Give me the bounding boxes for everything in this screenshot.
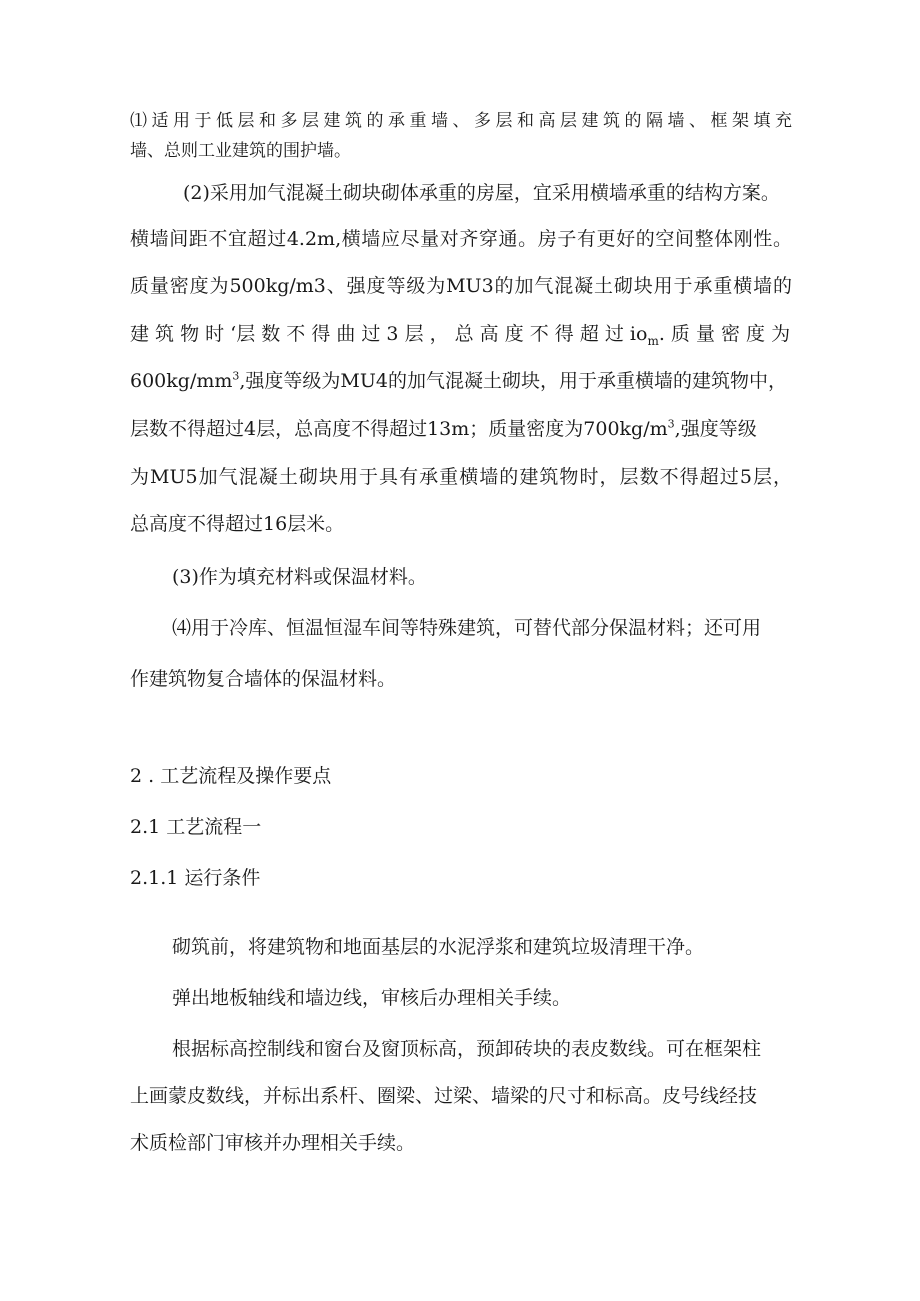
body-para2: 弹出地板轴线和墙边线，审核后办理相关手续。 bbox=[172, 987, 572, 1009]
item2-line7: 为MU5加气混凝土砌块用于具有承重横墙的建筑物时，层数不得超过5层， bbox=[130, 466, 792, 488]
item2-line8: 总高度不得超过16层米。 bbox=[130, 513, 345, 535]
heading-2: 2 . 工艺流程及操作要点 bbox=[130, 765, 332, 787]
item2-line3: 质量密度为500kg∕m3、强度等级为MU3的加气混凝土砌块用于承重横墙的 bbox=[130, 275, 792, 297]
item4-line2: 作建筑物复合墙体的保温材料。 bbox=[130, 668, 397, 690]
item1-line2: 墙、总则工业建筑的围护墙。 bbox=[130, 141, 351, 161]
heading-2-1: 2.1 工艺流程一 bbox=[130, 816, 262, 838]
heading-2-1-1: 2.1.1 运行条件 bbox=[130, 867, 261, 889]
item2-line1: (2)采用加气混凝土砌块砌体承重的房屋，宜采用横墙承重的结构方案。 bbox=[183, 182, 780, 204]
item2-line4: 建 筑 物 时 ‘层 数 不 得 曲 过 3 层 ， 总 高 度 不 得 超 过 $io_m$. 质 量 密 度 为 bbox=[130, 323, 791, 348]
body-para3-line1: 根据标高控制线和窗台及窗顶标高，预卸砖块的表皮数线。可在框架柱 bbox=[172, 1038, 762, 1060]
item2-line5: $600kg/mm^3$,强度等级为MU4的加气混凝土砌块，用于承重横墙的建筑物中， bbox=[130, 369, 787, 392]
item4-line1: ⑷用于冷库、恒温恒湿车间等特殊建筑，可替代部分保温材料；还可用 bbox=[172, 617, 762, 639]
item2-line2: 横墙间距不宜超过4.2m,横墙应尽量对齐穿通。房子有更好的空间整体刚性。 bbox=[130, 228, 792, 250]
item2-line6: 层数不得超过4层，总高度不得超过13m；质量密度为$700kg/m^3$,强度等级 bbox=[130, 417, 757, 440]
body-para3-line3: 术质检部门审核并办理相关手续。 bbox=[130, 1132, 416, 1154]
item3: (3)作为填充材料或保温材料。 bbox=[172, 566, 427, 588]
item1-line1: ⑴适用于低层和多层建筑的承重墙、多层和高层建筑的隔墙、框架填充 bbox=[130, 111, 792, 131]
body-para1: 砌筑前，将建筑物和地面基层的水泥浮浆和建筑垃圾清理干净。 bbox=[172, 936, 705, 958]
body-para3-line2: 上画蒙皮数线，并标出系杆、圈梁、过梁、墙梁的尺寸和标高。皮号线经技 bbox=[130, 1085, 758, 1107]
